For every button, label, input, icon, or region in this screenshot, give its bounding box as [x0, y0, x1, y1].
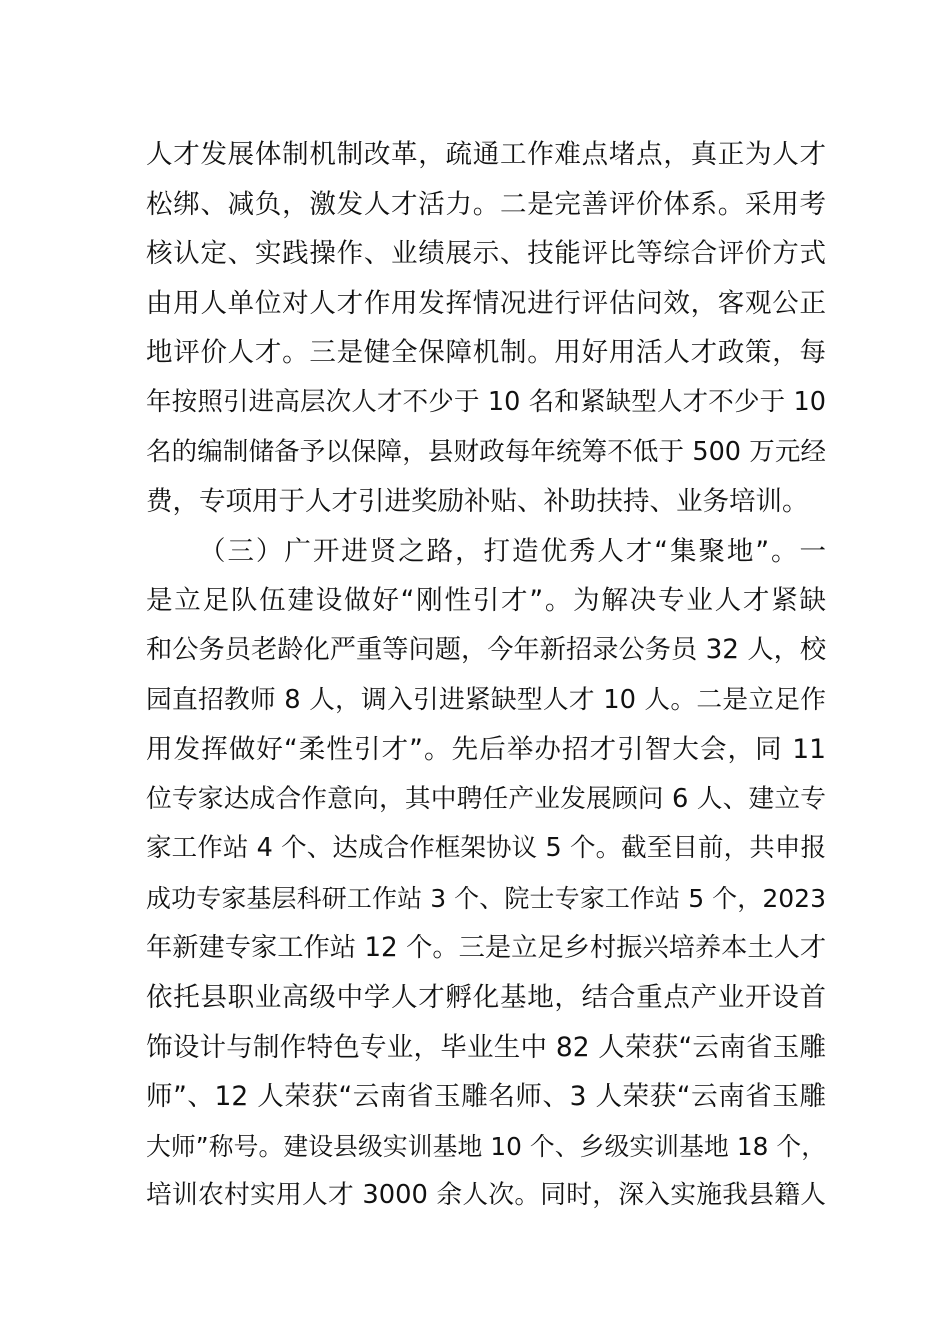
- text-line: 人才发展体制机制改革，疏通工作难点堵点，真正为人才: [146, 139, 826, 170]
- text-line: 是立足队伍建设做好“刚性引才”。为解决专业人才紧缺: [146, 585, 826, 617]
- text-line: 成功专家基层科研工作站 3 个、院士专家工作站 5 个，2023: [146, 883, 826, 913]
- text-line: 用发挥做好“柔性引才”。先后举办招才引智大会，同 11: [146, 734, 826, 766]
- text-line: 培训农村实用人才 3000 余人次。同时，深入实施我县籍人: [146, 1180, 826, 1211]
- text-line: 和公务员老龄化严重等问题，今年新招录公务员 32 人，校: [146, 634, 827, 665]
- text-line: 由用人单位对人才作用发挥情况进行评估问效，客观公正: [146, 287, 826, 319]
- text-line: 年新建专家工作站 12 个。三是立足乡村振兴培养本土人才: [146, 932, 827, 963]
- text-line: 饰设计与制作特色专业，毕业生中 82 人荣获“云南省玉雕: [146, 1031, 826, 1063]
- text-line: 园直招教师 8 人，调入引进紧缺型人才 10 人。二是立足作: [146, 684, 826, 715]
- body-text: [146, 130, 826, 1221]
- text-line: 名的编制储备予以保障，县财政每年统筹不低于 500 万元经: [146, 436, 826, 467]
- section-heading-line: （三）广开进贤之路，打造优秀人才“集聚地”。一: [199, 535, 826, 567]
- text-line: 位专家达成合作意向，其中聘任产业发展顾问 6 人、建立专: [146, 783, 826, 814]
- text-line: 大师”称号。建设县级实训基地 10 个、乡级实训基地 18 个，: [146, 1131, 826, 1161]
- text-line: 松绑、减负，激发人才活力。二是完善评价体系。采用考: [146, 188, 826, 220]
- text-line: 地评价人才。三是健全保障机制。用好用活人才政策，每: [146, 337, 826, 369]
- text-line: 年按照引进高层次人才不少于 10 名和紧缺型人才不少于 10: [146, 386, 826, 417]
- text-line: 师”、12 人荣获“云南省玉雕名师、3 人荣获“云南省玉雕: [146, 1081, 826, 1113]
- text-line: 费，专项用于人才引进奖励补贴、补助扶持、业务培训。: [146, 486, 809, 518]
- text-line: 家工作站 4 个、达成合作框架协议 5 个。截至目前，共申报: [146, 833, 826, 864]
- text-line: 核认定、实践操作、业绩展示、技能评比等综合评价方式: [146, 238, 826, 270]
- text-line: 依托县职业高级中学人才孵化基地，结合重点产业开设首: [146, 982, 826, 1014]
